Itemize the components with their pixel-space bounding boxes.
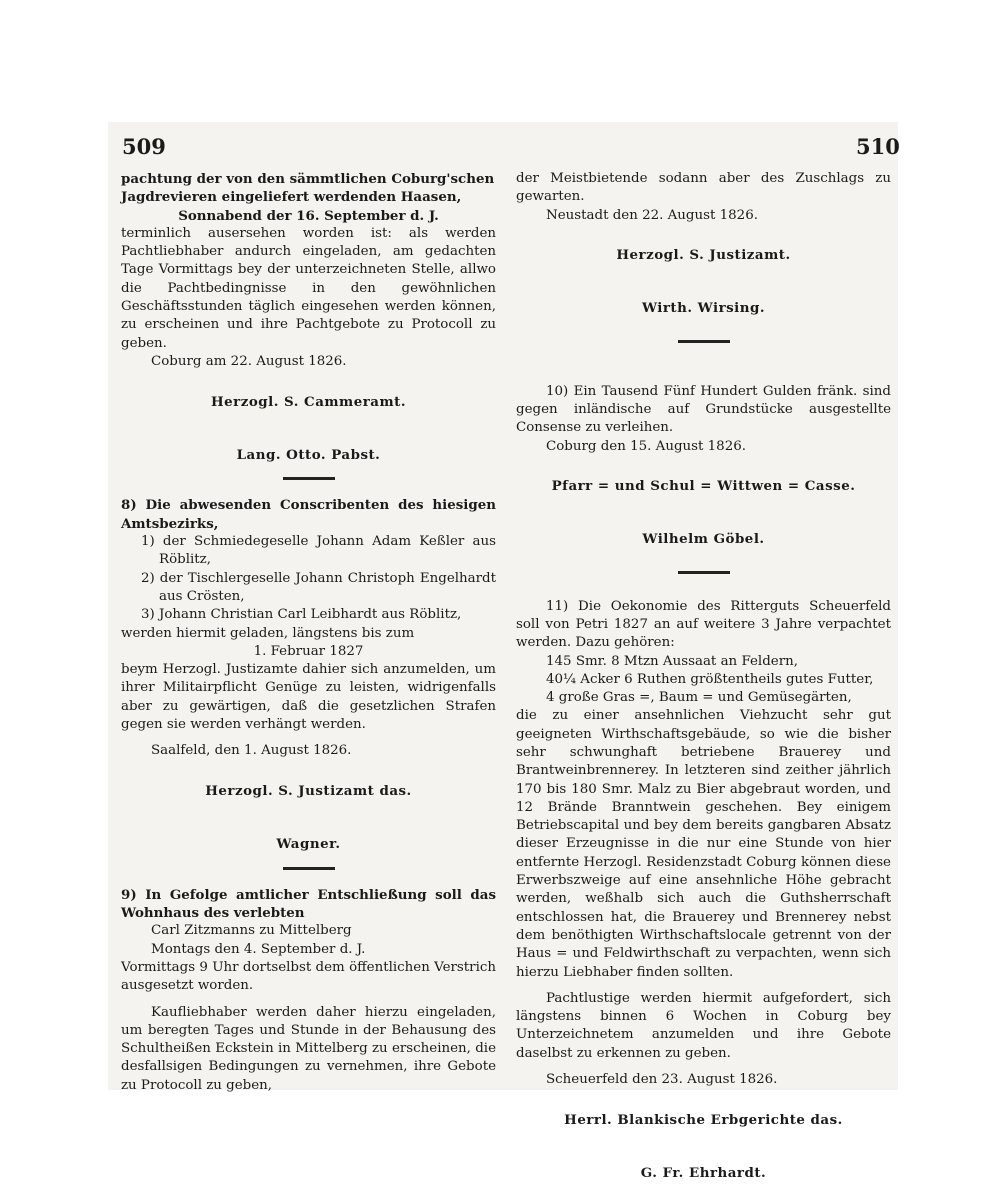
page-number-right: 510	[856, 134, 900, 159]
notice-9-signature-names: Wirth. Wirsing.	[641, 300, 766, 317]
notice-10-signature-office: Pfarr = und Schul = Wittwen = Casse.	[551, 478, 856, 495]
notice-7-body: terminlich ausersehen worden ist: als werden Pachtliebhaber andurch eingeladen, am gedachten Tage Vormittags bey der unterzeichneten Stelle, allwo die Pachtbedingnisse in den gewöhnlichen Geschäftsstunden täglich eingesehen werden können, zu erscheinen und ihre Pachtgebote zu Protocoll zu geben.	[121, 225, 496, 351]
notice-9-name: Carl Zitzmanns zu Mittelberg	[151, 923, 352, 939]
notice-9-continuation: der Meistbietende sodann aber des Zuschlags zu gewarten.	[516, 171, 891, 205]
notice-9-place-date: Neustadt den 22. August 1826.	[546, 207, 758, 223]
notice-11-place-date: Scheuerfeld den 23. August 1826.	[546, 1072, 778, 1088]
notice-8-item-2: 2) der Tischlergeselle Johann Christoph Engelhardt aus Crösten,	[141, 570, 496, 604]
notice-10-signature-name: Wilhelm Göbel.	[642, 531, 765, 548]
notice-8-signature-office: Herzogl. S. Justizamt das.	[205, 782, 412, 799]
notice-11-body-3: Pachtlustige werden hiermit aufgefordert, sich längstens binnen 6 Wochen in Coburg bey Unterzeichnetem anzumelden und ihre Gebote daselbst zu erkennen zu geben.	[516, 990, 891, 1061]
notice-9-date: Montags den 4. September d. J.	[151, 941, 366, 957]
notice-11-list-1: 145 Smr. 8 Mtzn Aussaat an Feldern,	[546, 653, 798, 669]
separator-rule	[283, 867, 335, 870]
separator-rule	[678, 340, 730, 343]
notice-7-line-1: pachtung der von den sämmtlichen Coburg'schen	[121, 171, 495, 187]
notice-8-place-date: Saalfeld, den 1. August 1826.	[151, 743, 352, 759]
notice-8-body: beym Herzogl. Justizamte dahier sich anzumelden, um ihrer Militairpflicht Genüge zu leisten, widrigenfalls aber zu gewärtigen, daß die gesetzlichen Strafen gegen sie werden verhängt werden.	[121, 662, 496, 732]
page-number-left: 509	[122, 134, 166, 159]
notice-8-heading: 8) Die abwesenden Conscribenten des hiesigen Amtsbezirks,	[121, 497, 496, 532]
notice-9-heading: 9) In Gefolge amtlicher Entschließung soll das Wohnhaus des verlebten	[121, 886, 496, 922]
notice-11-body: 11) Die Oekonomie des Ritterguts Scheuerfeld soll von Petri 1827 an auf weitere 3 Jahre verpachtet werden. Dazu gehören:	[516, 598, 891, 651]
right-column	[516, 170, 891, 1195]
notice-11-signature-office: Herrl. Blankische Erbgerichte das.	[564, 1111, 843, 1128]
notice-9-signature-office: Herzogl. S. Justizamt.	[616, 247, 791, 264]
notice-9-body-1: Vormittags 9 Uhr dortselbst dem öffentlichen Verstrich ausgesetzt worden.	[121, 959, 496, 994]
notice-10-place-date: Coburg den 15. August 1826.	[546, 438, 746, 454]
notice-11-body-2: die zu einer ansehnlichen Viehzucht sehr gut geeigneten Wirthschaftsgebäude, so wie die bisher sehr schwunghaft betriebene Brauerey und Brantweinbrennerey. In letzteren sind zeither jährlich 170 bis 180 Smr. Malz zu Bier abgebraut worden, und 12 Brände Branntwein geschehen. Bey einigem Betriebscapital und bey dem bereits gangbaren Absatz dieser Erzeugnisse in die nur eine Stunde von hier entfernte Herzogl. Residenzstadt Coburg können diese Erwerbszweige auf eine ansehnliche Höhe gebracht werden, weßhalb sich auch die Guthsherrschaft entschlossen hat, die Brauerey und Brennerey nebst dem benöthigten Wirthschaftslocale getrennt von der Haus = und Feldwirthschaft zu verpachten, wenn sich hierzu Liebhaber finden sollten.	[516, 708, 891, 980]
notice-8-signature-name: Wagner.	[276, 836, 341, 853]
notice-9-body-2: Kaufliebhaber werden daher hierzu eingeladen, um beregten Tages und Stunde in der Behausung des Schultheißen Eckstein in Mittelberg zu erscheinen, die desfallsigen Bedingungen zu vernehmen, ihre Gebote zu Protocoll zu geben,	[121, 1004, 496, 1093]
notice-11-signature-name: G. Fr. Ehrhardt.	[640, 1164, 767, 1181]
notice-8-date: 1. Februar 1827	[253, 643, 364, 659]
notice-7-date: Sonnabend der 16. September d. J.	[178, 207, 439, 224]
notice-11-list-3: 4 große Gras =, Baum = und Gemüsegärten,	[546, 690, 852, 706]
notice-11-list-2: 40¼ Acker 6 Ruthen größtentheils gutes Futter,	[546, 671, 874, 687]
notice-10-body: 10) Ein Tausend Fünf Hundert Gulden fränk. sind gegen inländische auf Grundstücke ausgestellte Consense zu verleihen.	[516, 383, 891, 436]
notice-7-place-date: Coburg am 22. August 1826.	[151, 353, 347, 369]
notice-8-line: werden hiermit geladen, längstens bis zum	[121, 625, 415, 641]
notice-7-line-2: Jagdrevieren eingeliefert werdenden Haasen,	[121, 189, 462, 206]
left-column	[121, 170, 496, 1095]
separator-rule	[678, 571, 730, 574]
separator-rule	[283, 477, 335, 480]
notice-8-item-1: 1) der Schmiedegeselle Johann Adam Keßler aus Röblitz,	[141, 534, 496, 568]
notice-7-signature-office: Herzogl. S. Cammeramt.	[211, 393, 406, 410]
notice-7-signature-names: Lang. Otto. Pabst.	[236, 446, 381, 463]
notice-8-item-3: 3) Johann Christian Carl Leibhardt aus Röblitz,	[141, 607, 462, 623]
